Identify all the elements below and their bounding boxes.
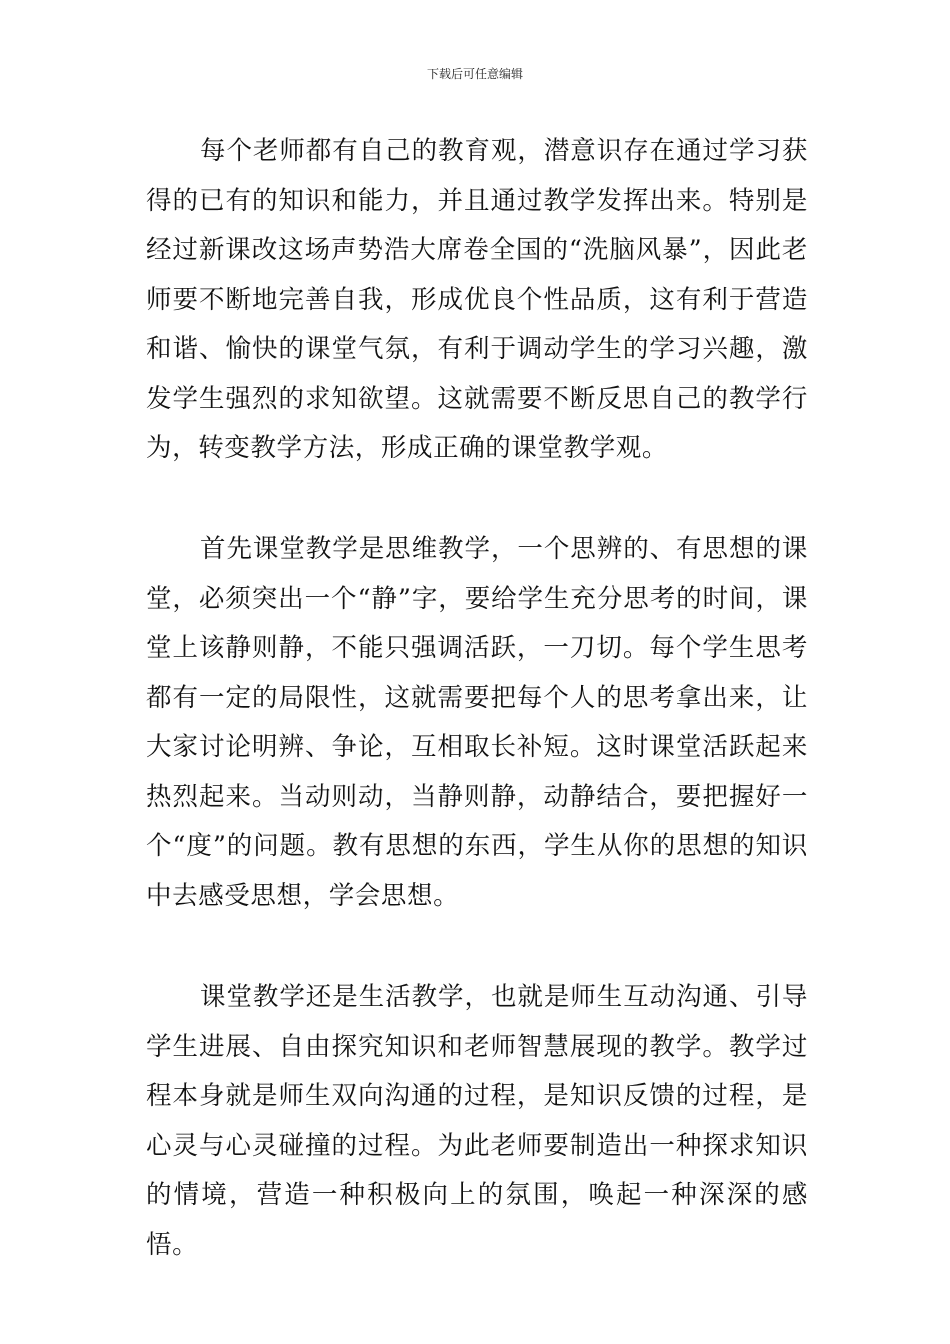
page-header-note: 下载后可任意编辑	[426, 67, 523, 81]
paragraph-2: 首先课堂教学是思维教学，一个思辨的、有思想的课堂，必须突出一个“静”字，要给学生充分思考的时间，课堂上该静则静，不能只强调活跃，一刀切。每个学生思考都有一定的局限性，这就需要把每个人的思考拿出来，让大家讨论明辨、争论，互相取长补短。这时课堂活跃起来热烈起来。当动则动，当静则静，动静结合，要把握好一个“度”的问题。教有思想的东西，学生从你的思想的知识中去感受思想，学会思想。	[146, 534, 808, 911]
paragraph-3: 课堂教学还是生活教学，也就是师生互动沟通、引导学生进展、自由探究知识和老师智慧展现的教学。教学过程本身就是师生双向沟通的过程，是知识反馈的过程，是心灵与心灵碰撞的过程。为此老师要制造出一种探求知识的情境，营造一种积极向上的氛围，唤起一种深深的感悟。	[146, 982, 808, 1260]
paragraph-1: 每个老师都有自己的教育观，潜意识存在通过学习获得的已有的知识和能力，并且通过教学发挥出来。特别是经过新课改这场声势浩大席卷全国的“洗脑风暴”，因此老师要不断地完善自我，形成优良个性品质，这有利于营造和谐、愉快的课堂气氛，有利于调动学生的学习兴趣，激发学生强烈的求知欲望。这就需要不断反思自己的教学行为，转变教学方法，形成正确的课堂教学观。	[146, 136, 808, 463]
